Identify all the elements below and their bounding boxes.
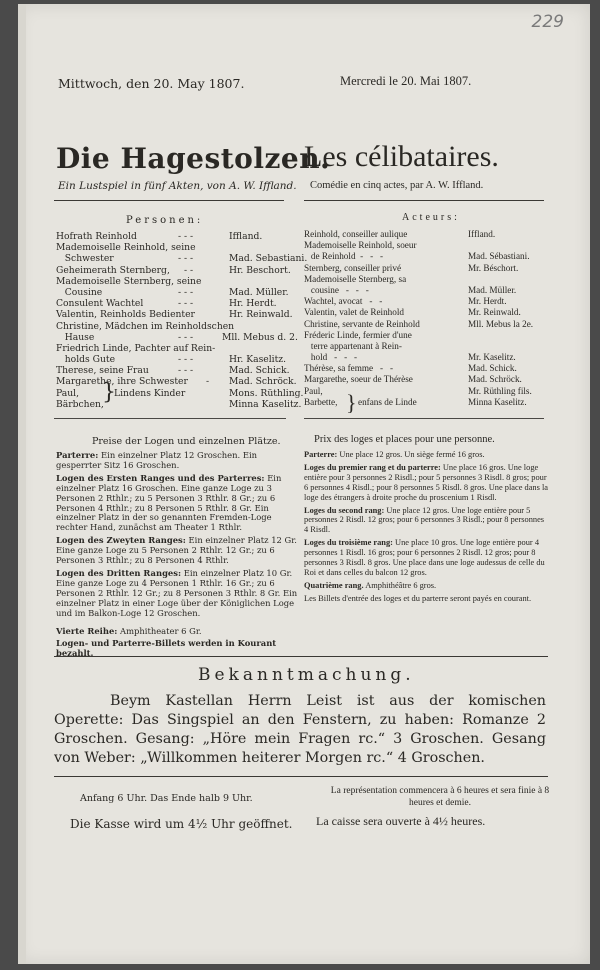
cast-heading-french: Acteurs: — [402, 212, 460, 223]
title-rule-left — [54, 200, 284, 201]
date-german: Mittwoch, den 20. May 1807. — [58, 76, 245, 91]
price-paragraph: Logen des Dritten Ranges: Ein einzelner Platz 10 Gr. Eine ganze Loge zu 4 Personen 1 Rthlr. 16 Gr.; zu 6 Personen 2 Rthlr. 12 Gr.; zu 8 Personen 3 Rthlr. 8 Gr. Ein einzelner Platz in einer Loge über der Königlichen Loge und im Balkon-Loge 12 Groschen. — [56, 567, 298, 618]
cast-row: de Reinhold - - - Mad. Sébastiani. — [304, 251, 530, 262]
cast-row: hold - - - Mr. Kaselitz. — [304, 352, 516, 363]
children-bracket-french: } — [346, 390, 357, 415]
cast-row: Mademoiselle Reinhold, seine — [56, 242, 196, 254]
cast-row: Mademoiselle Sternberg, sa — [304, 273, 407, 284]
prices-heading-german: Preise der Logen und einzelnen Plätze. — [92, 436, 281, 447]
date-french: Mercredi le 20. Mai 1807. — [340, 74, 472, 88]
cast-heading-german: Personen: — [126, 215, 204, 226]
prices-heading-french: Prix des loges et places pour une personne. — [314, 434, 495, 445]
cast-row: Paul, Mr. Rüthling fils. — [304, 385, 532, 396]
price-paragraph: Quatrième rang. Amphithéâtre 6 gros. — [304, 580, 437, 590]
price-paragraph: Loges du troisième rang: Une place 10 gros. Une loge entière pour 4 personnes 1 Risdl. 16 gros; pour 6 personnes 2 Risdl. 12 gros; pour 8 personnes 3 Risdl. 8 gros. Une place dans une loge audessus de celle du Roi et dans celles du balcon 12 gros. — [304, 538, 545, 577]
paper-edge — [18, 4, 26, 964]
cast-row: Hofrath Reinhold - - - Iffland. — [56, 231, 263, 242]
cast-row: Paul, Mons. Rüthling. — [56, 387, 304, 399]
cast-row: cousine - - - Mad. Müller. — [304, 284, 517, 295]
cast-row: Cousine - - - Mad. Müller. — [56, 286, 289, 298]
cast-row: Barbette, Minna Kaselitz. — [304, 396, 527, 407]
prices-french — [304, 450, 548, 607]
cast-list-german — [56, 231, 308, 410]
cast-row: Mademoiselle Sternberg, seine — [56, 275, 202, 287]
cast-row: Valentin, Reinholds Bedienter Hr. Reinwald. — [56, 309, 293, 321]
playbill-sheet — [18, 4, 590, 964]
price-paragraph: Logen des Ersten Ranges und des Parterres: Ein einzelner Platz 16 Groschen. Eine ganze Loge zu 3 Personen 2 Rthlr.; zu 5 Personen 3 Rthlr. 8 Gr.; zu 6 Personen 4 Rthlr.; zu 8 Personen 5 Rthlr. 8 Gr. Ein einzelner Platz in der so genannten Fremden-Loge rechter Hand, zunächst am Theater 1 Rthlr. — [56, 472, 282, 533]
cast-row: Schwester - - - Mad. Sebastiani. — [56, 253, 308, 265]
cast-row: terre appartenant à Rein- — [304, 340, 402, 351]
children-label-german: Lindens Kinder — [114, 388, 186, 399]
price-paragraph: Loges du second rang: Une place 12 gros. Une loge entière pour 5 personnes 2 Risdl. 12 gros; pour 6 personnes 3 Risdl.; pour 8 personnes 4 Risdl. — [304, 505, 545, 535]
children-bracket-german: } — [102, 380, 116, 405]
cast-row: Bärbchen, Minna Kaselitz. — [56, 398, 302, 410]
cast-row: Hause - - - Mll. Mebus d. 2. — [56, 331, 298, 343]
announcement-text: Beym Kastellan Herrn Leist ist aus der komischen Operette: Das Singspiel an den Fenstern, zu haben: Romanze 2 Groschen. Gesang: „Höre mein Fragen rc.“ 3 Groschen. Gesang von Weber: „Willkommen heiterer Morgen rc.“ 4 Groschen. — [54, 693, 546, 766]
cast-row: Consulent Wachtel - - - Hr. Herdt. — [56, 298, 277, 310]
subtitle-german: Ein Lustspiel in fünf Akten, von A. W. Iffland. — [58, 180, 297, 192]
cast-row: Mademoiselle Reinhold, soeur — [304, 240, 417, 251]
cast-rule-left — [54, 418, 286, 419]
cast-row: Christine, Mädchen im Reinholdschen — [56, 320, 235, 332]
cast-row: Therese, seine Frau - - - Mad. Schick. — [56, 365, 290, 377]
cast-row: Valentin, valet de Reinhold Mr. Reinwald. — [304, 307, 521, 318]
box-office-french: La caisse sera ouverte à 4½ heures. — [316, 814, 486, 828]
cast-row: Margarethe, ihre Schwester - Mad. Schröck. — [56, 376, 297, 388]
price-paragraph: Logen des Zweyten Ranges: Ein einzelner Platz 12 Gr. Eine ganze Loge zu 5 Personen 2 Rthlr. 12 Gr.; zu 6 Personen 3 Rthlr.; zu 8 Personen 4 Rthlr. — [56, 535, 297, 566]
cast-row: Friedrich Linde, Pachter auf Rein- — [56, 342, 216, 354]
title-rule-right — [304, 200, 544, 201]
price-paragraph: Loges du premier rang et du parterre: Une place 16 gros. Une loge entière pour 3 personnes 2 Risdl.; pour 5 personnes 3 Risdl. 8 gros; pour 6 personnes 4 Risdl.; pour 8 personnes 5 Risdl. 8 gros. Une place dans la loge des étrangers à droite proche du proscenium 1 Risdl. — [304, 462, 549, 502]
cast-row: Geheimerath Sternberg, - - Hr. Beschort. — [56, 264, 291, 276]
title-german: Die Hagestolzen. — [56, 142, 331, 175]
subtitle-french: Comédie en cinq actes, par A. W. Iffland. — [310, 180, 484, 191]
children-label-french: enfans de Linde — [358, 397, 417, 407]
cast-row: Sternberg, conseiller privé Mr. Béschort. — [304, 262, 519, 273]
manuscript-number: 229 — [531, 12, 564, 32]
cast-rule-right — [304, 418, 544, 419]
price-paragraph: Les Billets d'entrée des loges et du parterre seront payés en courant. — [304, 593, 532, 603]
price-paragraph: Parterre: Une place 12 gros. Un siège fermé 16 gros. — [304, 450, 485, 459]
title-french: Les célibataires. — [304, 140, 499, 173]
cast-row: Reinhold, conseiller aulique Iffland. — [304, 229, 496, 239]
cast-row: Wachtel, avocat - - Mr. Herdt. — [304, 296, 507, 307]
performance-times-french: La représentation commencera à 6 heures et sera finie à 8 heures et demie. — [330, 786, 550, 808]
performance-times-german: Anfang 6 Uhr. Das Ende halb 9 Uhr. — [80, 793, 253, 804]
box-office-german: Die Kasse wird um 4½ Uhr geöffnet. — [70, 817, 293, 831]
price-paragraph: Logen- und Parterre-Billets werden in Kourant bezahlt. — [56, 638, 277, 659]
cast-row: Thérèse, sa femme - - Mad. Schick. — [304, 363, 517, 374]
price-paragraph: Vierte Reihe: Amphitheater 6 Gr. — [56, 625, 202, 636]
cast-row: Christine, servante de Reinhold Mll. Mebus la 2e. — [304, 318, 534, 329]
price-paragraph: Parterre: Ein einzelner Platz 12 Groschen. Ein gesperrter Sitz 16 Groschen. — [56, 450, 258, 470]
cast-list-french — [304, 229, 574, 408]
announcement-rule-top — [54, 656, 548, 657]
cast-row: Margarethe, soeur de Thérèse Mad. Schröck. — [304, 374, 522, 385]
cast-row: Fréderic Linde, fermier d'une — [304, 329, 412, 340]
cast-row: holds Gute - - - Hr. Kaselitz. — [56, 354, 287, 366]
prices-german — [56, 451, 298, 662]
announcement-heading: Bekanntmachung. — [198, 665, 415, 685]
announcement-rule-bottom — [54, 776, 548, 777]
